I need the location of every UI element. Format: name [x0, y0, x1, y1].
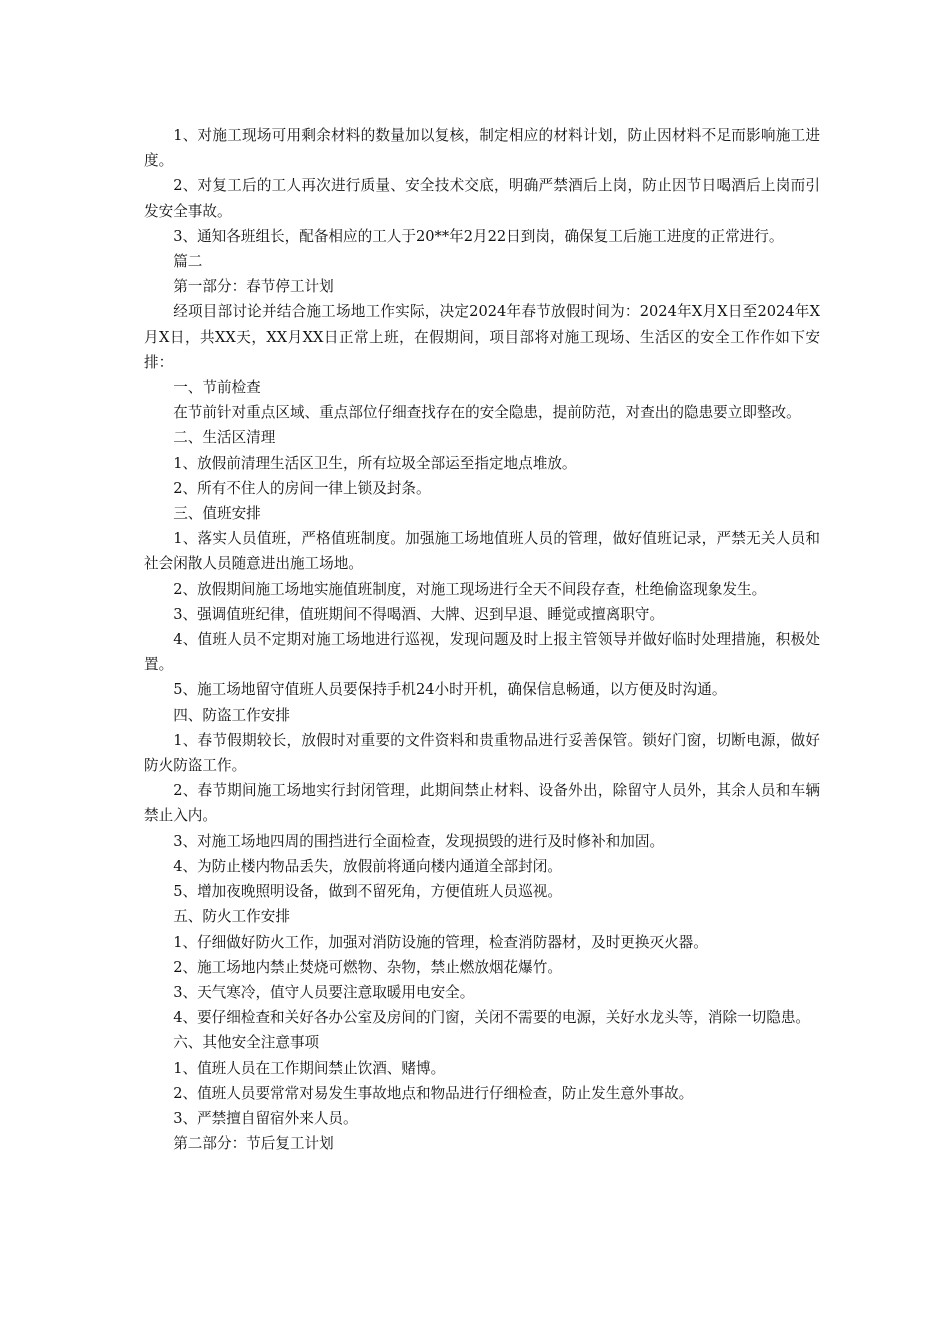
paragraph: 2、对复工后的工人再次进行质量、安全技术交底，明确严禁酒后上岗，防止因节日喝酒后上岗而引发安全事故。 [144, 177, 820, 220]
section-heading: 篇二 [173, 253, 203, 271]
paragraph: 1、落实人员值班，严格值班制度。加强施工场地值班人员的管理，做好值班记录，严禁无关人员和社会闲散人员随意进出施工场地。 [144, 530, 820, 573]
paragraph: 经项目部讨论并结合施工场地工作实际，决定2024年春节放假时间为：2024年X月X日至2024年X月X日，共XX天，XX月XX日正常上班，在假期间，项目部将对施工现场、生活区的安全工作作如下安排： [144, 303, 820, 371]
section-heading: 四、防盗工作安排 [173, 706, 290, 724]
paragraph: 2、春节期间施工场地实行封闭管理，此期间禁止材料、设备外出，除留守人员外，其余人员和车辆禁止入内。 [144, 782, 820, 825]
paragraph: 2、所有不住人的房间一律上锁及封条。 [173, 479, 431, 497]
paragraph: 3、对施工场地四周的围挡进行全面检查，发现损毁的进行及时修补和加固。 [173, 832, 665, 850]
paragraph: 4、值班人员不定期对施工场地进行巡视，发现问题及时上报主管领导并做好临时处理措施，积极处置。 [144, 631, 820, 674]
paragraph: 3、通知各班组长，配备相应的工人于20**年2月22日到岗，确保复工后施工进度的正常进行。 [173, 227, 784, 245]
paragraph: 4、要仔细检查和关好各办公室及房间的门窗，关闭不需要的电源，关好水龙头等，消除一切隐患。 [173, 1009, 811, 1027]
section-heading: 三、值班安排 [173, 505, 261, 523]
paragraph: 5、施工场地留守值班人员要保持手机24小时开机，确保信息畅通，以方便及时沟通。 [173, 681, 727, 699]
section-heading: 六、其他安全注意事项 [173, 1034, 320, 1052]
paragraph: 1、值班人员在工作期间禁止饮酒、赌博。 [173, 1059, 446, 1077]
paragraph: 5、增加夜晚照明设备，做到不留死角，方便值班人员巡视。 [173, 883, 562, 901]
paragraph: 3、强调值班纪律，值班期间不得喝酒、大牌、迟到早退、睡觉或擅离职守。 [173, 605, 665, 623]
paragraph: 1、对施工现场可用剩余材料的数量加以复核，制定相应的材料计划，防止因材料不足而影响施工进度。 [144, 127, 820, 170]
paragraph: 3、严禁擅自留宿外来人员。 [173, 1109, 358, 1127]
document-body [144, 123, 820, 1156]
paragraph: 1、放假前清理生活区卫生，所有垃圾全部运至指定地点堆放。 [173, 454, 577, 472]
paragraph: 1、春节假期较长，放假时对重要的文件资料和贵重物品进行妥善保管。锁好门窗，切断电源，做好防火防盗工作。 [144, 731, 820, 775]
paragraph: 2、放假期间施工场地实施值班制度，对施工现场进行全天不间段存查，杜绝偷盗现象发生。 [173, 580, 767, 598]
paragraph: 3、天气寒冷，值守人员要注意取暖用电安全。 [173, 983, 475, 1001]
paragraph: 2、施工场地内禁止焚烧可燃物、杂物，禁止燃放烟花爆竹。 [173, 958, 562, 976]
section-heading: 五、防火工作安排 [173, 908, 290, 926]
part-heading: 第一部分：春节停工计划 [173, 278, 334, 296]
paragraph: 4、为防止楼内物品丢失，放假前将通向楼内通道全部封闭。 [173, 857, 562, 875]
part-heading: 第二部分：节后复工计划 [173, 1135, 334, 1153]
paragraph: 1、仔细做好防火工作，加强对消防设施的管理，检查消防器材，及时更换灭火器。 [173, 933, 708, 951]
section-heading: 一、节前检查 [173, 379, 261, 397]
paragraph: 在节前针对重点区域、重点部位仔细查找存在的安全隐患，提前防范，对查出的隐患要立即整改。 [173, 404, 801, 422]
section-heading: 二、生活区清理 [173, 429, 276, 447]
paragraph: 2、值班人员要常常对易发生事故地点和物品进行仔细检查，防止发生意外事故。 [173, 1084, 694, 1102]
